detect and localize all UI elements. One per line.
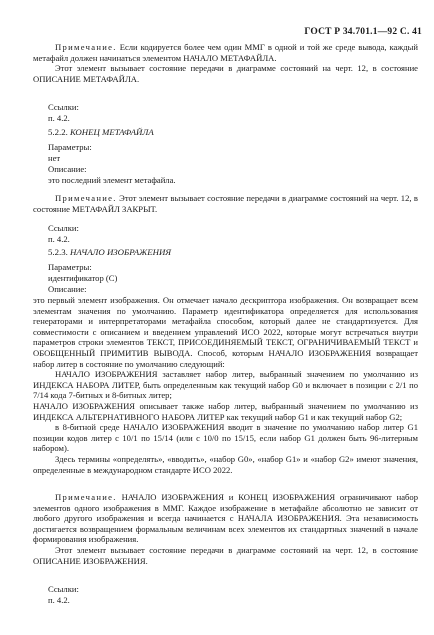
section-5-2-3-params-value: идентификатор (С) — [48, 273, 118, 283]
section-5-2-3-p3: НАЧАЛО ИЗОБРАЖЕНИЯ описывает также набор литер, выбранный значением по умолчанию из ИНДЕКСА АЛЬТЕРНАТИВНОГО НАБОРА ЛИТЕР как текущий набор G1 и как текущий набор G2; — [33, 400, 418, 422]
note-1-para2: Этот элемент вызывает состояние передачи в диаграмме состояний на черт. 12, в состояние ОПИСАНИЕ МЕТАФАЙЛА. — [33, 63, 418, 84]
section-5-2-2-desc-value: это последний элемент метафайла. — [48, 175, 176, 185]
note-1 — [33, 42, 418, 84]
section-5-2-3-p4: в 8-битной среде НАЧАЛО ИЗОБРАЖЕНИЯ вводит в значение по умолчанию набор литер G1 позиции кодов литер с 10/1 по 15/14 (или с 10/0 по 15/15, если набор G1 должен быть 96-литерным набором). — [33, 422, 418, 454]
note-2-lead: Примечание. — [55, 193, 117, 203]
section-5-2-2-desc-label: Описание: — [48, 164, 87, 174]
section-5-2-2-heading — [48, 127, 154, 137]
refs-1-value: п. 4.2. — [48, 113, 70, 123]
refs-3-value: п. 4.2. — [48, 595, 70, 605]
section-5-2-3-p2: НАЧАЛО ИЗОБРАЖЕНИЯ заставляет набор литер, выбранный значением по умолчанию из ИНДЕКСА НАБОРА ЛИТЕР, быть определенным как текущий набор G0 и включает в позиции с 2/1 по 7/14 кода 7-битных и 8-битных литер; — [33, 369, 418, 401]
section-5-2-3-p1: это первый элемент изображения. Он отмечает начало дескриптора изображения. Он возвращает всем элементам значения по умолчанию. Параметр идентификатора определяется для использования генераторами и интерпретаторами метафайла способом, который далее не стандартизуется. Для совместимости с описанием и введением управлений ИСО 2022, которые могут встречаться внутри параметров строки элементов ТЕКСТ, ПРИСОЕДИНЯЕМЫЙ ТЕКСТ, ОГРАНИЧИВАЕМЫЙ ТЕКСТ и ОБОБЩЕННЫЙ ПРИМИТИВ ВЫВОДА. Способ, которым НАЧАЛО ИЗОБРАЖЕНИЯ возвращает набор литер в состояние по умолчанию следующий: — [33, 295, 418, 369]
refs-2-label: Ссылки: — [48, 223, 79, 233]
refs-2-value: п. 4.2. — [48, 234, 70, 244]
refs-3-label: Ссылки: — [48, 584, 79, 594]
note-3-lead: Примечание. — [55, 492, 117, 502]
note-2 — [33, 193, 418, 214]
section-5-2-3-desc-label: Описание: — [48, 284, 87, 294]
note-3-para2: Этот элемент вызывает состояние передачи в диаграмме состояний на черт. 12, в состояние ОПИСАНИЕ ИЗОБРАЖЕНИЯ. — [33, 544, 418, 566]
section-5-2-2-number: 5.2.2. — [48, 127, 68, 137]
section-5-2-3-number: 5.2.3. — [48, 247, 68, 257]
note-2-text: Этот элемент вызывает состояние передачи в диаграмме состояний на черт. 12, в состояние МЕТАФАЙЛ ЗАКРЫТ. — [33, 193, 418, 214]
section-5-2-3-heading — [48, 247, 171, 257]
section-5-2-3-title: НАЧАЛО ИЗОБРАЖЕНИЯ — [70, 247, 172, 257]
section-5-2-3-body — [33, 295, 418, 475]
section-5-2-3-params-label: Параметры: — [48, 262, 92, 272]
refs-1-label: Ссылки: — [48, 102, 79, 112]
section-5-2-2-params-value: нет — [48, 153, 61, 163]
section-5-2-3-p5: Здесь термины «определять», «вводить», «набор G0», «набор G1» и «набор G2» имеют значения, определенные в международном стандарте ИСО 2022. — [33, 453, 418, 475]
note-1-lead: Примечание. — [55, 42, 117, 52]
note-3 — [33, 492, 418, 566]
note-1-text: Если кодируется более чем один ММГ в одной и той же среде вывода, каждый метафайл должен начинаться элементом НАЧАЛО МЕТАФАЙЛА. — [33, 42, 418, 63]
note-3-text: НАЧАЛО ИЗОБРАЖЕНИЯ и КОНЕЦ ИЗОБРАЖЕНИЯ ограничивают набор элементов одного изображения в ММГ. Каждое изображение в метафайле абсолютно не зависит от любого другого изображения и всегда начинается с НАЧАЛА ИЗОБРАЖЕНИЯ. Эта независимость достигается возвращением формальным величинам всех элементов их стандартных значений в начале формирования изображения. — [33, 492, 418, 545]
page-header: ГОСТ Р 34.701.1—92 С. 41 — [304, 27, 422, 37]
section-5-2-2-params-label: Параметры: — [48, 142, 92, 152]
section-5-2-2-title: КОНЕЦ МЕТАФАЙЛА — [70, 127, 154, 137]
